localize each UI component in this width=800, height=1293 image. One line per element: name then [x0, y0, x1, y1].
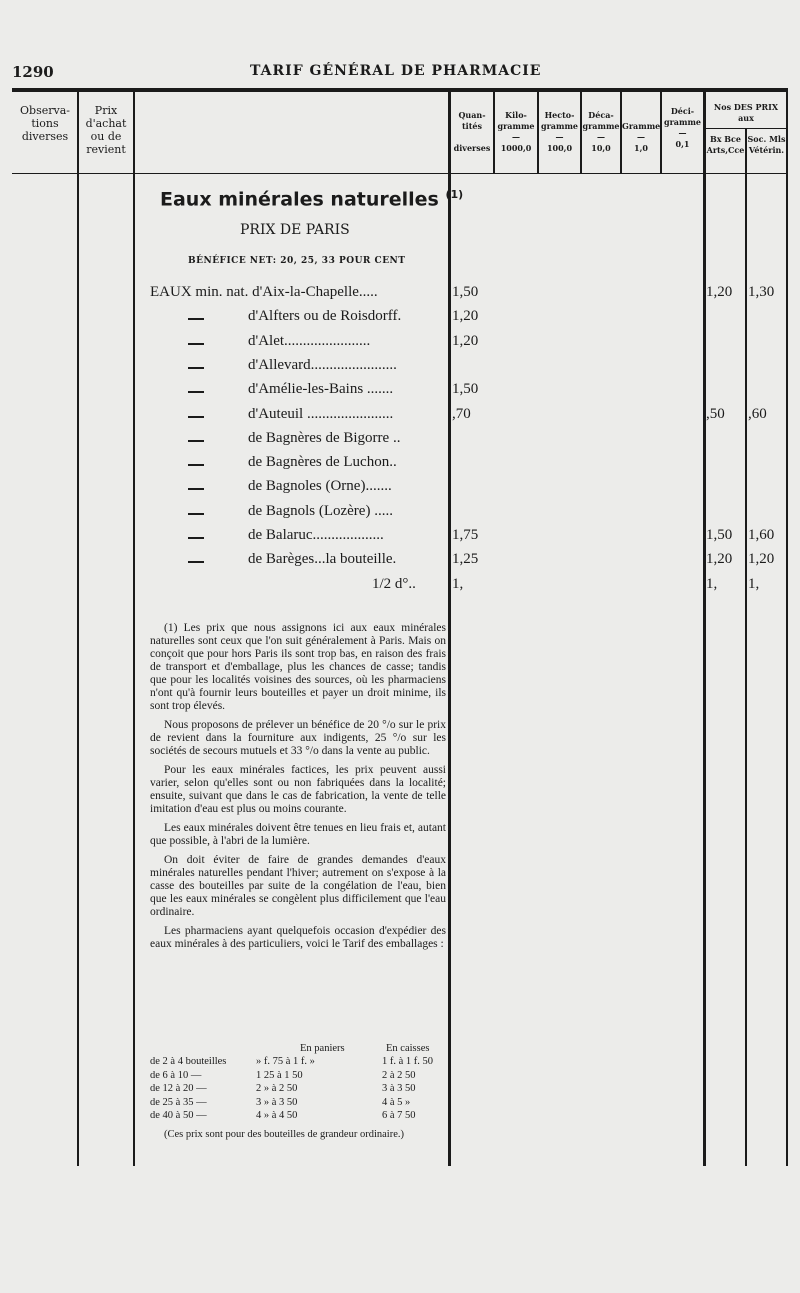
emballages-paniers: 2 » à 2 50 [256, 1083, 298, 1094]
row-soc-value: ,60 [748, 405, 767, 422]
row-soc-value: 1,60 [748, 527, 775, 543]
header-quantites: Quan- tités diverses [453, 110, 491, 153]
row-qty-value: 1, [452, 575, 464, 592]
section-title [160, 188, 463, 210]
ditto-dash [188, 367, 204, 369]
row-arts-value: 1,20 [706, 284, 733, 300]
col-rule [745, 128, 747, 1166]
row-name: de Bagnères de Bigorre .. [248, 429, 401, 446]
row-qty-value: 1,20 [452, 332, 479, 349]
header-gramme: Gramme — 1,0 [622, 121, 661, 153]
header-arts: Bx Bce Arts,Cce [706, 134, 745, 155]
section-subtitle: PRIX DE PARIS [240, 222, 350, 238]
running-head: TARIF GÉNÉRAL DE PHARMACIE [250, 63, 542, 79]
row-qty-value: 1,50 [452, 284, 479, 300]
row-arts-value: 1, [706, 575, 718, 592]
row-qty-value: 1,20 [452, 308, 479, 325]
row-name: d'Alet....................... [248, 332, 371, 349]
row-name: d'Alfters ou de Roisdorff. [248, 308, 402, 325]
emballages-paniers: 3 » à 3 50 [256, 1096, 298, 1108]
header-nos-prix: Nos DES PRIX aux [713, 102, 779, 123]
footnote-paragraph: On doit éviter de faire de grandes demandes d'eaux minérales naturelles pendant l'hiver; autrement on s'expose à la casse des bouteilles par suite de la congélation de l'eau, bien que les eaux minérales se congèlent plus difficilement que l'eau ordinaire. [150, 854, 446, 918]
emballages-caisses: 4 à 5 » [382, 1096, 411, 1108]
emballages-footer: (Ces prix sont pour des bouteilles de grandeur ordinaire.) [164, 1129, 404, 1140]
row-name: de Bagnoles (Orne)....... [248, 478, 392, 495]
ditto-dash [188, 561, 204, 563]
emballages-caisses: 6 à 7 50 [382, 1110, 416, 1121]
ditto-dash [188, 537, 204, 539]
header-hecto: Hecto- gramme — 100,0 [540, 110, 578, 153]
emballages-caisses: 3 à 3 50 [382, 1083, 416, 1094]
header-prix-achat: Prix d'achat ou de revient [85, 104, 127, 156]
footnote-paragraph: Les eaux minérales doivent être tenues en lieu frais et, autant que possible, à l'abri de la lumière. [150, 822, 446, 847]
header-kilo: Kilo- gramme — 1000,0 [497, 110, 535, 153]
col-rule [786, 92, 788, 1166]
emballages-paniers: 4 » à 4 50 [256, 1110, 298, 1121]
footnote-paragraph: Nous proposons de prélever un bénéfice de 20 °/o sur le prix de revient dans la fourniture aux indigents, 25 °/o sur les sociétés de secours mutuels et 33 °/o dans la vente au public. [150, 719, 446, 757]
header-observations: Observa- tions diverses [20, 104, 70, 143]
emballages-range: de 12 à 20 — [150, 1083, 207, 1094]
emballages-paniers: 1 25 à 1 50 [256, 1069, 303, 1081]
footnote-paragraph: Les pharmaciens ayant quelquefois occasion d'expédier des eaux minérales à des particuliers, voici le Tarif des emballages : [150, 925, 446, 950]
row-qty-value: 1,50 [452, 381, 479, 398]
row-qty-value: ,70 [452, 405, 471, 422]
emballages-range: de 2 à 4 bouteilles [150, 1056, 227, 1067]
row-qty-value: 1,25 [452, 551, 479, 568]
prix-subrule [706, 128, 786, 129]
header-bottom-rule [12, 173, 788, 174]
ditto-dash [188, 391, 204, 393]
ditto-dash [188, 343, 204, 345]
emballages-caisses: 2 à 2 50 [382, 1069, 416, 1081]
col-rule [77, 92, 79, 1166]
row-name: de Barèges...la bouteille. [248, 551, 397, 568]
col-rule [703, 92, 706, 1166]
emballages-caisses: 1 f. à 1 f. 50 [382, 1056, 434, 1067]
footnote-paragraph: Pour les eaux minérales factices, les prix peuvent aussi varier, selon qu'elles sont ou non fabriquées dans la localité; ensuite, suivant que dans le cas de fabrication, la vente de telle imitation d'eau est plus ou moins courante. [150, 764, 446, 815]
row-name: de Balaruc................... [248, 527, 384, 543]
row-name: 1/2 d°.. [372, 575, 416, 592]
top-rule [12, 88, 788, 92]
section-title-text: Eaux minérales naturelles [160, 188, 439, 211]
header-deca: Déca- gramme — 10,0 [582, 110, 620, 153]
row-name: d'Allevard....................... [248, 356, 397, 373]
footnote-paragraph: (1) Les prix que nous assignons ici aux eaux minérales naturelles sont ceux que l'on suit généralement à Paris. Mais on conçoit que pour hors Paris ils sont trop bas, en raison des frais de transport et d'emballage, plus les chances de casse; tandis que pour les localités voisines des sources, où les pharmaciens n'ont qu'à fournir leurs bouteilles et payer un droit minime, ils sont trop élevés. [150, 622, 446, 712]
row-arts-value: ,50 [706, 405, 725, 422]
ditto-dash [188, 440, 204, 442]
emballages-range: de 25 à 35 — [150, 1096, 207, 1108]
row-soc-value: 1,30 [748, 284, 775, 300]
emballages-range: de 40 à 50 — [150, 1110, 207, 1121]
row-name: d'Auteuil ....................... [248, 405, 394, 422]
col-rule [448, 92, 451, 1166]
emballages-head-paniers: En paniers [300, 1043, 345, 1054]
footnote-mark: (1) [445, 188, 464, 201]
row-name: EAUX min. nat. d'Aix-la-Chapelle..... [150, 284, 378, 300]
row-name: de Bagnères de Luchon.. [248, 454, 397, 471]
ditto-dash [188, 318, 204, 320]
footnote [150, 622, 446, 957]
row-arts-value: 1,50 [706, 527, 733, 543]
header-soc: Soc. Mls Vétérin. [747, 134, 786, 155]
header-deci: Déci- gramme — 0,1 [663, 106, 701, 149]
emballages-head-caisses: En caisses [386, 1043, 430, 1054]
row-name: d'Amélie-les-Bains ....... [248, 381, 394, 398]
page-number: 1290 [12, 63, 54, 81]
col-rule [133, 92, 135, 1166]
row-name: de Bagnols (Lozère) ..... [248, 502, 393, 519]
emballages-paniers: » f. 75 à 1 f. » [256, 1056, 315, 1067]
row-soc-value: 1,20 [748, 551, 775, 568]
row-soc-value: 1, [748, 575, 760, 592]
ditto-dash [188, 513, 204, 515]
emballages-range: de 6 à 10 — [150, 1069, 202, 1081]
ditto-dash [188, 416, 204, 418]
benefice-line: BÉNÉFICE NET: 20, 25, 33 POUR CENT [188, 256, 406, 266]
ditto-dash [188, 488, 204, 490]
row-arts-value: 1,20 [706, 551, 733, 568]
row-qty-value: 1,75 [452, 527, 479, 543]
ditto-dash [188, 464, 204, 466]
